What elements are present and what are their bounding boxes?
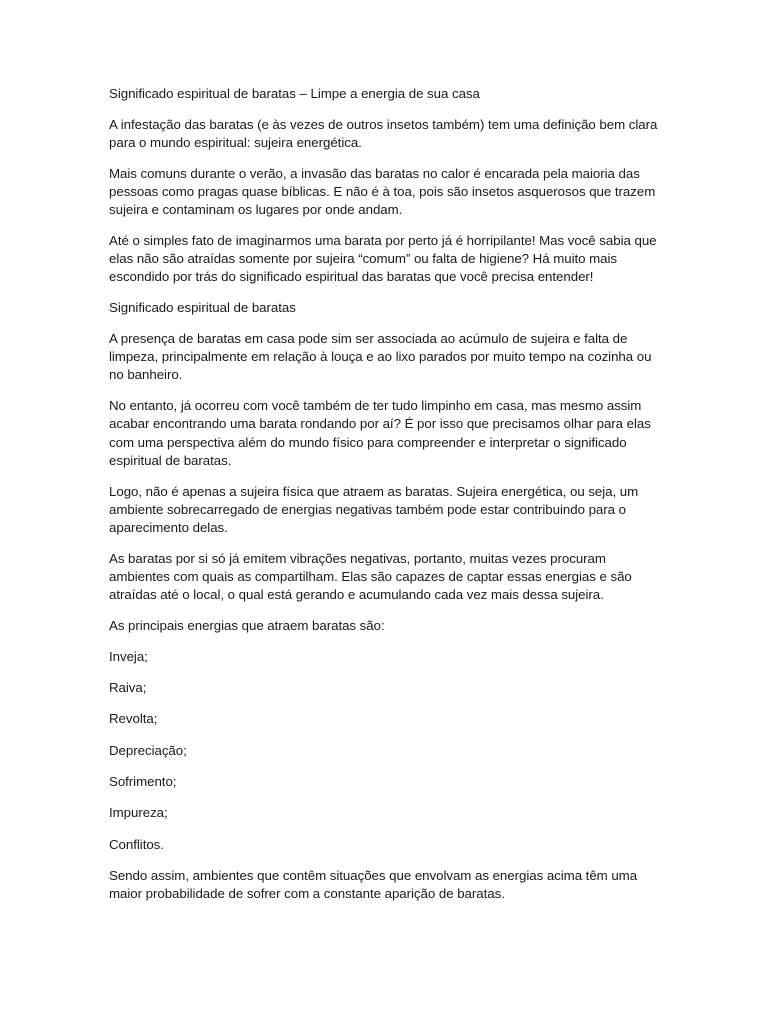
list-item: Conflitos. xyxy=(109,836,164,852)
document-page xyxy=(109,85,659,916)
section-heading: Significado espiritual de baratas xyxy=(109,300,296,316)
section-paragraph-1: A presença de baratas em casa pode sim ser associada ao acúmulo de sujeira e falta de limpeza, principalmente em relação à louça e ao lixo parados por muito tempo na cozinha ou no banheiro. xyxy=(109,331,652,383)
intro-paragraph-2: Mais comuns durante o verão, a invasão das baratas no calor é encarada pela maioria das pessoas como pragas quase bíblicas. E não é à toa, pois são insetos asquerosos que trazem sujeira e contaminam os lugares por onde andam. xyxy=(109,165,656,218)
list-item: Depreciação; xyxy=(109,742,187,758)
section-paragraph-3: Logo, não é apenas a sujeira física que atraem as baratas. Sujeira energética, ou seja, um ambiente sobrecarregado de energias negativas também pode estar contribuindo para o aparecimento delas. xyxy=(109,483,639,536)
list-intro: As principais energias que atraem baratas são: xyxy=(109,618,385,634)
list-item: Revolta; xyxy=(109,711,158,727)
list-item: Impureza; xyxy=(109,805,168,821)
intro-paragraph-1: A infestação das baratas (e às vezes de outros insetos também) tem uma definição bem clara para o mundo espiritual: sujeira energética. xyxy=(109,116,658,150)
intro-paragraph-3: Até o simples fato de imaginarmos uma barata por perto já é horripilante! Mas você sabia que elas não são atraídas somente por sujeira “comum” ou falta de higiene? Há muito mais escondido por trás do significado espiritual das baratas que você precisa entender! xyxy=(109,233,657,285)
list-item: Raiva; xyxy=(109,680,147,696)
section-paragraph-2: No entanto, já ocorreu com você também de ter tudo limpinho em casa, mas mesmo assim acabar encontrando uma barata rondando por aí? É por isso que precisamos olhar para elas com uma perspectiva além do mundo físico para compreender e interpretar o significado espiritual de baratas. xyxy=(109,398,651,468)
document-title: Significado espiritual de baratas – Limpe a energia de sua casa xyxy=(109,86,480,101)
closing-paragraph: Sendo assim, ambientes que contêm situações que envolvam as energias acima têm uma maior probabilidade de sofrer com a constante aparição de baratas. xyxy=(109,867,638,902)
energy-list xyxy=(109,648,659,854)
section-paragraph-4: As baratas por si só já emitem vibrações negativas, portanto, muitas vezes procuram ambientes com quais as compartilham. Elas são capazes de captar essas energias e são atraídas até o local, o qual está gerando e acumulando cada vez mais dessa sujeira. xyxy=(109,550,632,603)
list-item: Sofrimento; xyxy=(109,774,177,789)
list-item: Inveja; xyxy=(109,648,148,664)
